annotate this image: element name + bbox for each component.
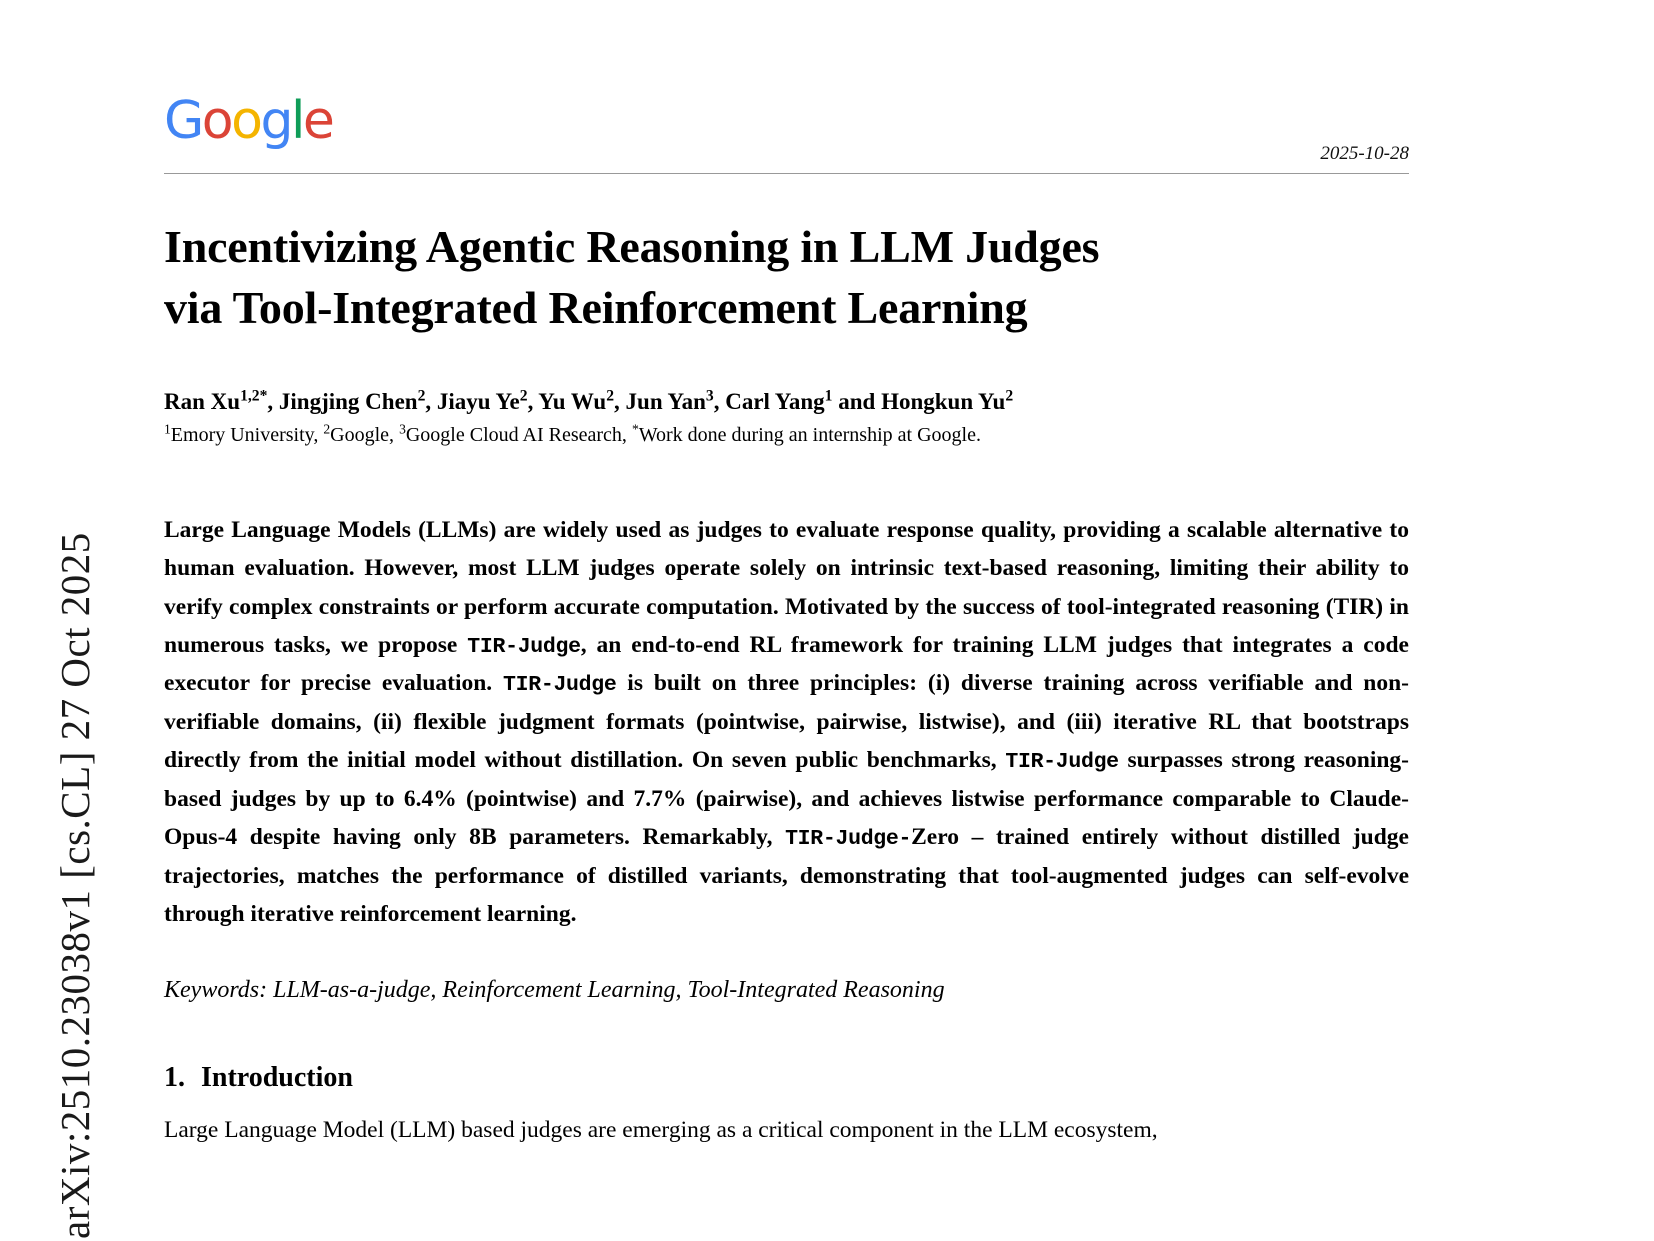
logo-letter-e: e <box>302 91 333 151</box>
logo-letter-o1: o <box>201 91 232 151</box>
header-date: 2025-10-28 <box>1320 143 1409 164</box>
keywords-line <box>164 977 1409 1004</box>
abstract-part-2: , an end-to-end RL framework for training LLM judges that integrates a code executor for precise evaluation. <box>164 631 1409 697</box>
keywords-value: LLM-as-a-judge, Reinforcement Learning, Tool-Integrated Reasoning <box>267 977 945 1004</box>
abstract-mono-3: TIR-Judge <box>1005 750 1119 775</box>
abstract-mono-2: TIR-Judge <box>503 673 617 698</box>
logo-letter-g: G <box>164 91 202 151</box>
section-title: Introduction <box>201 1062 353 1094</box>
title-line-2: via Tool-Integrated Reinforcement Learning <box>164 282 1028 334</box>
abstract-mono-1: TIR-Judge <box>467 634 581 659</box>
abstract-part-4: surpasses strong reasoning-based judges by up to 6.4% (pointwise) and 7.7% (pairwise), and achieves listwise performance comparable to Claude-Opus-4 despite having only 8B parameters. Remarkably, <box>164 747 1410 851</box>
page-title <box>164 216 1374 338</box>
title-line-1: Incentivizing Agentic Reasoning in LLM Judges <box>164 221 1100 272</box>
abstract-text <box>164 511 1409 933</box>
logo-letter-o2: o <box>231 91 261 151</box>
abstract-part-3: is built on three principles: (i) diverse training across verifiable and non-verifiable domains, (ii) flexible judgment formats (pointwise, pairwise, listwise), and (iii) iterative RL that bootstraps directly from the initial model without distillation. On seven public benchmarks, <box>164 670 1409 774</box>
arxiv-identifier-text: arXiv:2510.23038v1 [cs.CL] 27 Oct 2025 <box>52 532 98 1239</box>
arxiv-identifier-stamp <box>0 0 120 1241</box>
section-heading-introduction <box>164 1062 1409 1094</box>
page-header <box>164 91 1409 174</box>
abstract-part-5: Zero – trained entirely without distilled judge trajectories, matches the performance of distilled variants, demonstrating that tool-augmented judges can self-evolve through iterative reinforcement learning. <box>164 824 1409 928</box>
abstract-mono-4: TIR-Judge- <box>785 827 912 852</box>
author-affiliations: $^1$Emory University, $^2$Google, $^3$Google Cloud AI Research, *Work done during an internship at Google. <box>164 421 981 447</box>
logo-letter-l: l <box>290 91 303 151</box>
abstract-part-1: Large Language Models (LLMs) are widely used as judges to evaluate response quality, providing a scalable alternative to human evaluation. However, most LLM judges operate solely on intrinsic text-based reasoning, limiting their ability to verify complex constraints or perform accurate computation. Motivated by the success of tool-integrated reasoning (TIR) in numerous tasks, we propose <box>164 517 1409 658</box>
section-paragraph: Large Language Model (LLM) based judges are emerging as a critical component in the LLM ecosystem, <box>164 1117 1158 1144</box>
google-logo <box>164 91 333 151</box>
paper-page <box>164 0 1409 1241</box>
author-list: Ran $Xu^{1,2*}$, Jingjing Chen$^2$, Jiayu Ye$^2$, Yu Wu$^2$, Jun Yan$^3$, Carl Yang$^1$ and Hongkun Yu$^2$ <box>164 387 1014 415</box>
section-number: 1. <box>164 1062 185 1094</box>
keywords-label: Keywords: <box>164 977 268 1004</box>
logo-letter-g2: g <box>260 91 291 151</box>
